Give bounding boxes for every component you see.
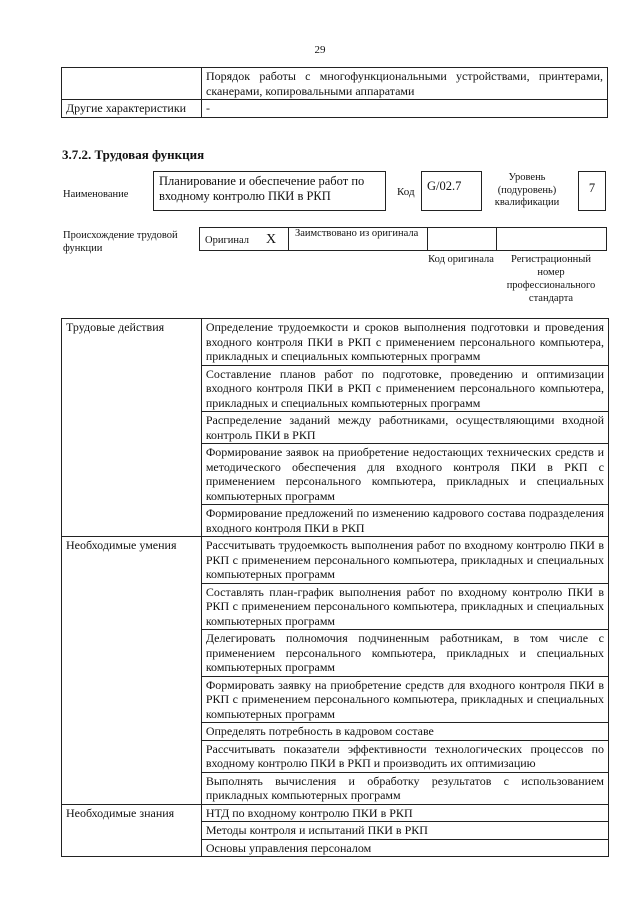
- row-label: Другие характеристики: [62, 100, 202, 118]
- list-item: Формировать заявку на приобретение средств для входного контроля ПКИ в РКП с применением персонального компьютера, прикладных и специальных компьютерных программ: [201, 676, 608, 723]
- kod-value: G/02.7: [421, 171, 482, 211]
- list-item: Рассчитывать трудоемкость выполнения работ по входному контролю ПКИ в РКП с применением персонального компьютера, прикладных и специальных компьютерных программ: [201, 537, 608, 584]
- reg-number-cell: [496, 227, 607, 251]
- table-row: [62, 68, 608, 100]
- original-mark: X: [266, 232, 277, 247]
- table-row: [62, 804, 609, 822]
- naimenovanie-label: Наименование: [63, 189, 129, 200]
- list-item: Формирование предложений по изменению кадрового состава подразделения входного контроля ПКИ в РКП: [201, 505, 608, 537]
- original-label: Оригинал: [205, 235, 249, 246]
- reg-number-label: Регистрационный номер профессионального стандарта: [506, 254, 596, 304]
- list-item: Рассчитывать показатели эффективности технологических процессов по входному контролю ПКИ в РКП и производить их оптимизацию: [201, 740, 608, 772]
- table-row: [62, 100, 608, 118]
- function-details-table: [61, 318, 609, 857]
- row-value: -: [202, 100, 608, 118]
- kod-originala-label: Код оригинала: [428, 254, 494, 265]
- kod-label: Код: [397, 186, 415, 198]
- original-cell: [199, 227, 289, 251]
- category-label: Трудовые действия: [62, 319, 202, 537]
- row-label: [62, 68, 202, 100]
- list-item: Определение трудоемкости и сроков выполнения подготовки и проведения входного контроля ПКИ в РКП с применением персонального компьютера, прикладных и специальных компьютерных программ: [201, 319, 608, 366]
- list-item: Определять потребность в кадровом составе: [201, 723, 608, 741]
- level-label: Уровень (подуровень) квалификации: [494, 172, 560, 208]
- list-item: Составление планов работ по подготовке, проведению и оптимизации входного контроля ПКИ в РКП с применением персонального компьютера, прикладных и специальных компьютерных программ: [201, 365, 608, 412]
- function-name: Планирование и обеспечение работ по входному контролю ПКИ в РКП: [153, 171, 386, 211]
- origin-label: Происхождение трудовой функции: [63, 230, 178, 254]
- list-item: Формирование заявок на приобретение недостающих технических средств и методического обеспечения для входного контроля ПКИ в РКП с применением персонального компьютера, прикладных и специальных компьютерных программ: [201, 444, 608, 505]
- list-item: Методы контроля и испытаний ПКИ в РКП: [201, 822, 608, 840]
- category-label: Необходимые знания: [62, 804, 202, 857]
- page-number: 29: [314, 44, 326, 56]
- characteristics-table: [61, 67, 608, 118]
- category-label: Необходимые умения: [62, 537, 202, 805]
- list-item: Выполнять вычисления и обработку результатов с использованием прикладных компьютерных программ: [201, 772, 608, 804]
- table-row: [62, 537, 609, 584]
- origin-row: [199, 227, 607, 251]
- borrowed-cell: Заимствовано из оригинала: [288, 227, 428, 251]
- level-value: 7: [578, 171, 606, 211]
- row-value: Порядок работы с многофункциональными устройствами, принтерами, сканерами, копировальными аппаратами: [202, 68, 608, 100]
- list-item: Составлять план-график выполнения работ по входному контролю ПКИ в РКП с применением персонального компьютера, прикладных и специальных компьютерных программ: [201, 583, 608, 630]
- table-row: [62, 319, 609, 366]
- section-title: 3.7.2. Трудовая функция: [62, 147, 205, 162]
- list-item: Распределение заданий между работниками, осуществляющими входной контроль ПКИ в РКП: [201, 412, 608, 444]
- list-item: Основы управления персоналом: [201, 839, 608, 857]
- kod-originala-cell: [427, 227, 497, 251]
- list-item: НТД по входному контролю ПКИ в РКП: [201, 804, 608, 822]
- list-item: Делегировать полномочия подчиненным работникам, в том числе с применением персонального компьютера, прикладных и специальных компьютерных программ: [201, 630, 608, 677]
